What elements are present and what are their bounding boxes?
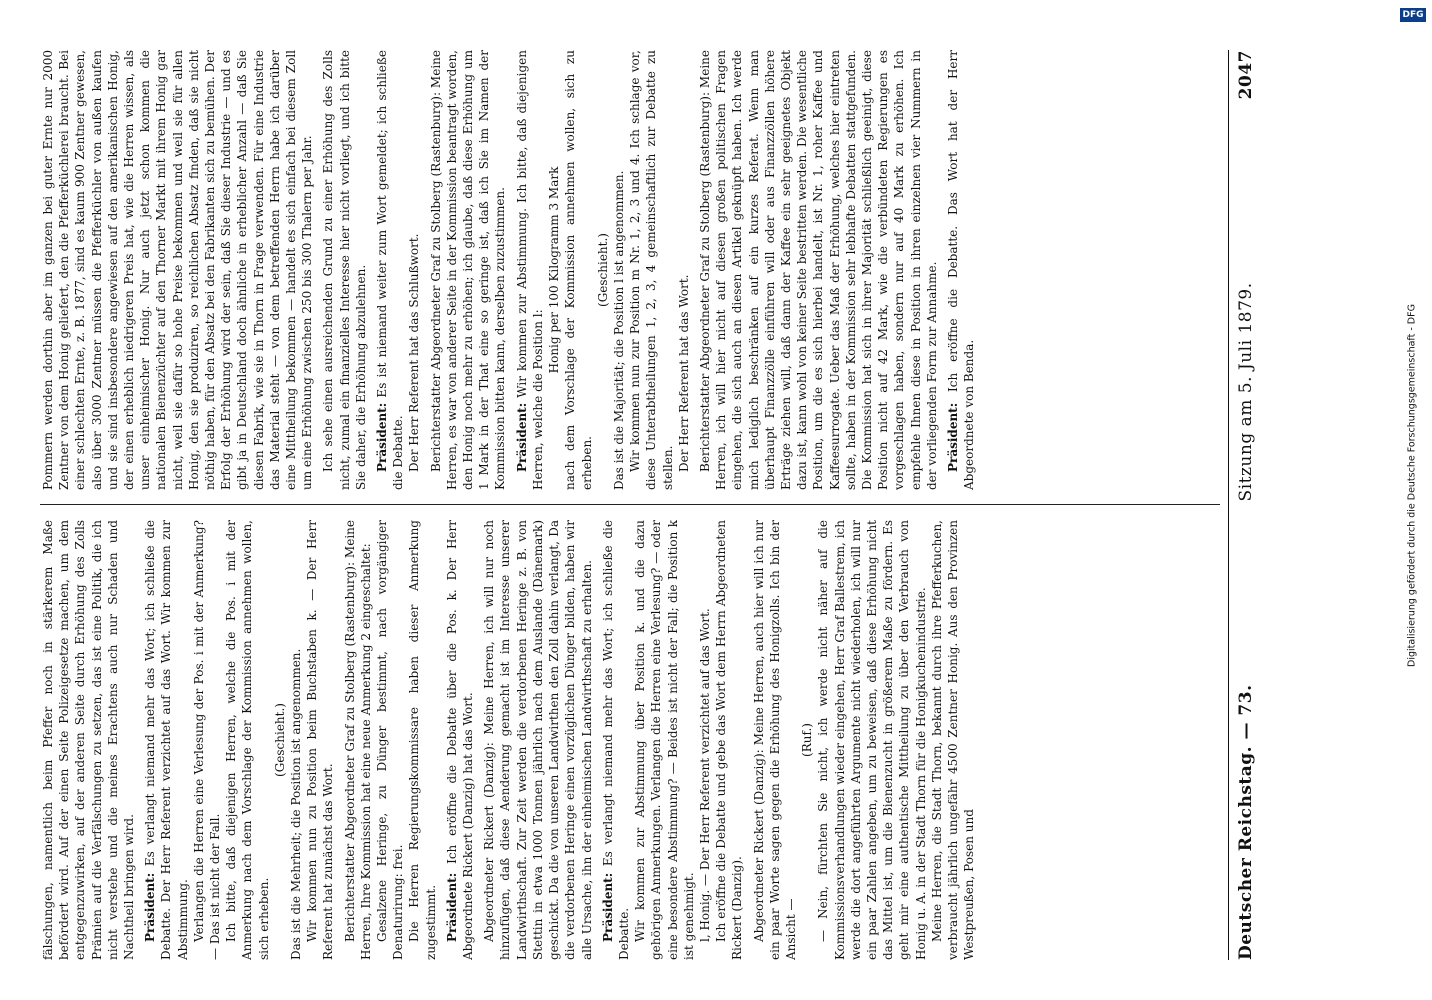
paragraph-text: Ich sehe einen ausreichenden Grund zu einer Erhöhung des Zolls nicht, zumal ein finanzielles Interesse hier nicht vorliegt, und ich bitte Sie daher, die Erhöhung abzulehnen. — [321, 50, 368, 490]
paragraph — [481, 520, 594, 960]
paragraph — [546, 50, 562, 490]
paragraph — [514, 50, 546, 490]
digitization-credit: Digitalisierung gefördert durch die Deutsche Forschungsgemeinschaft - DFG — [1406, 304, 1418, 667]
paragraph-text: Gesalzene Heringe, zu Dünger bestimmt, nach vorgängiger Denaturirung: frei. — [375, 520, 406, 960]
speaker-label: Präsident: — [600, 872, 615, 942]
paragraph — [611, 50, 627, 490]
paragraph-text: Wir kommen zur Abstimmung. Ich bitte, daß diejenigen Herren, welche die Position l: — [514, 50, 545, 490]
paragraph — [713, 520, 745, 960]
speaker-label: Präsident: — [143, 872, 158, 942]
paragraph — [697, 50, 940, 490]
paragraph-text: Es verlangt niemand mehr das Wort; ich schließe die Debatte. Der Herr Referent verzichtet auf das Wort. Wir kommen zur Abstimmung. — [143, 520, 190, 960]
paragraph-text: (Geschieht.) — [595, 233, 610, 307]
paragraph — [799, 520, 815, 960]
paragraph-text: Wir kommen zur Abstimmung über Position k. und die dazu gehörigen Anmerkungen. Verlangen die Herren eine Verlesung? — oder eine besondere Abstimmung? — Beides ist nicht der Fall; die Position k ist genehmigt. — [633, 520, 696, 960]
dfg-badge: DFG — [1400, 8, 1426, 22]
paragraph — [304, 520, 336, 960]
paragraph — [600, 520, 632, 960]
paragraph — [40, 50, 315, 490]
paragraph — [751, 520, 800, 960]
paragraph-text: Wir kommen nun zu Position beim Buchstaben k. — Der Herr Referent hat zunächst das Wort. — [305, 520, 336, 960]
paragraph — [272, 520, 288, 960]
paragraph-text: Der Herr Referent hat das Schlußwort. — [407, 233, 422, 472]
paragraph — [627, 50, 676, 490]
paragraph-text: Verlangen die Herren eine Verlesung der Pos. i mit der Anmerkung? — Das ist nicht der Fall. — [191, 520, 223, 960]
paragraph-text: Ich eröffne die Debatte und gebe das Wort dem Herrn Abgeordneten Rickert (Danzig). — [714, 520, 745, 960]
paragraph — [142, 520, 191, 960]
paragraph — [406, 520, 438, 960]
speaker-label: Präsident: — [514, 402, 529, 472]
text-column-left — [40, 520, 1220, 960]
paragraph — [676, 50, 692, 490]
paragraph — [632, 520, 697, 960]
paragraph-text: Wir kommen nun zur Position m Nr. 1, 2, 3 und 4. Ich schlage vor, diese Unterabtheilungen 1, 2, 3, 4 gemeinschaftlich zur Debatte zu stellen. — [628, 50, 675, 490]
paragraph — [406, 50, 422, 490]
paragraph-text: Berichterstatter Abgeordneter Graf zu Stolberg (Rastenburg): Meine Herren, ich will hier nicht auf diesen großen politischen Fragen eingehen, die sich auch an diesen Artikel geknüpft haben. Ich werde mich lediglich beschränken auf ein kurzes Referat. Wenn man überhaupt Finanzzölle einführen will oder aus Finanzzöllen höhere Erträge ziehen will, daß dann der Kaffee ein sehr geeignetes Objekt dazu ist, kann wohl von keiner Seite bestritten werden. Die wesentliche Position, um die es sich hierbei handelt, ist Nr. 1, roher Kaffee und Kaffeesurrogate. Ueber das Maß der Erhöhung, welches hier eintreten sollte, haben in der Kommission sehr lebhafte Debatten stattgefunden. Die Kommission hat sich in ihrer Majorität schließlich geeinigt, diese Position nicht auf 42 Mark, wie die verbündeten Regierungen es vorgeschlagen haben, sondern nur auf 40 Mark zu erhöhen. Ich empfehle Ihnen diese in Position in ihren einzelnen vier Nummern in der vorliegenden Form zur Annahme. — [697, 50, 939, 490]
journal-title: Deutscher Reichstag. — 73. — [1236, 684, 1256, 960]
paragraph-text: — Nein, fürchten Sie nicht, ich werde nicht näher auf die Kommissionsverhandlungen wieder eingehen, Herr Graf Ballestrem, ich werde die dort angeführten Argumente nicht wiederholen, ich will nur ein paar Zahlen angeben, um zu beweisen, daß diese Erhöhung nicht das Mittel ist, um die Bienenzucht in größerem Maße zu fördern. Es geht mir eine authentische Mittheilung zu über den Verbrauch von Honig u. A. in der Stadt Thorn für die Honigkuchenindustrie. — [816, 520, 928, 960]
column-divider — [40, 504, 1220, 505]
paragraph-text: Der Herr Referent hat das Wort. — [676, 274, 691, 472]
paragraph-text: Ich eröffne die Debatte. Das Wort hat der Herr Abgeordnete von Benda. — [945, 50, 977, 490]
paragraph — [320, 50, 369, 490]
paragraph — [223, 520, 272, 960]
paragraph — [562, 50, 594, 490]
paragraph-text: Es verlangt niemand mehr das Wort; ich schließe die Debatte. — [600, 520, 631, 960]
paragraph-text: Honig per 100 Kilogramm 3 Mark — [547, 166, 562, 374]
paragraph-text: Die Herren Regierungskommissare haben dieser Anmerkung zugestimmt. — [407, 520, 438, 960]
paragraph-text: (Geschieht.) — [272, 703, 287, 777]
paragraph — [815, 520, 928, 960]
text-column-right — [40, 50, 1220, 490]
paragraph-text: Pommern werden dorthin aber im ganzen bei guter Ernte nur 2000 Zentner von dem Honig geliefert, den die Pfefferküchlerei braucht. Bei einer schlechten Ernte, z. B. 1877, sind es kaum 900 Zentner gewesen, also über 3000 Zentner müssen die Pfefferküchler von außen kaufen und sie sind insbesondere angewiesen auf den amerikanischen Honig, der einen erheblich niedrigeren Preis hat, wie die Herren wissen, als unser einheimischer Honig. Nur auch jetzt schon kommen die nationalen Bienenzüchter auf den Thorner Markt mit ihrem Honig gar nicht, weil sie dafür so hohe Preise bekommen und weil sie für allen Honig, den sie produziren, so reichlichen Absatz finden, daß sie nicht nöthig haben, für den Absatz bei den Fabrikanten sich zu bemühen. Der Erfolg der Erhöhung wird der sein, daß Sie dieser Industrie — und es gibt ja in Deutschland doch ähnliche in erheblicher Anzahl — daß Sie diesen Fabrik, wie sie in Thorn in Frage verwenden. Für eine Industrie das Material steht — von dem betreffenden Herrn habe ich darüber eine Mittheilung bekommen — handelt es sich einfach bei diesem Zoll um eine Erhöhung zwischen 250 bis 300 Thalern per Jahr. — [41, 50, 315, 490]
paragraph-text: Meine Herren, die Stadt Thorn, bekannt durch ihre Pfefferkuchen, verbraucht jährlich ungefähr 4500 Zentner Honig. Aus den Provinzen Westpreußen, Posen und — [929, 520, 977, 960]
speaker-label: Präsident: — [444, 872, 459, 942]
speaker-label: Präsident: — [375, 402, 390, 472]
paragraph-text: (Ruf.) — [800, 723, 815, 757]
paragraph-text: fälschungen, namentlich beim Pfeffer noch in stärkerem Maße befördert wird. Auf der einen Seite Polizeigesetze machen, um dem entgegenzuwirken, auf der anderen Seite durch Erhöhung des Zolls Prämien auf die Verfälschungen zu setzen, das ist eine Politik, die ich nicht verstehe und die meines Erachtens auch nur Schaden und Nachtheil bringen wird. — [41, 520, 137, 960]
paragraph — [929, 520, 978, 960]
paragraph-text: Das ist die Majorität; die Position l ist angenommen. — [611, 170, 626, 490]
paragraph-text: Ich eröffne die Debatte über die Pos. k. Der Herr Abgeordnete Rickert (Danzig) hat das Wort. — [444, 520, 476, 960]
paragraph-text: Berichterstatter Abgeordneter Graf zu Stolberg (Rastenburg): Meine Herren, es war von anderer Seite in der Kommission beantragt worden, den Honig noch mehr zu erhöhen; ich glaube, daß diese Erhöhung um 1 Mark in der That eine so geringe ist, daß ich Sie im Namen der Kommission bitten kann, derselben zuzustimmen. — [428, 50, 508, 490]
paragraph — [428, 50, 509, 490]
paragraph — [697, 520, 713, 960]
session-date: Sitzung am 5. Juli 1879. — [1236, 282, 1256, 502]
paragraph-text: l, Honig. — Der Herr Referent verzichtet auf das Wort. — [697, 608, 712, 942]
speaker-label: Präsident: — [945, 402, 960, 472]
paragraph-text: nach dem Vorschlage der Kommission annehmen wollen, sich zu erheben. — [563, 50, 594, 490]
paragraph-text: Abgeordneter Rickert (Danzig): Meine Herren, auch hier will ich nur ein paar Worte sagen gegen die Erhöhung des Honigzolls. Ich bin der Ansicht — — [751, 520, 798, 960]
paragraph-text: Berichterstatter Abgeordneter Graf zu Stolberg (Rastenburg): Meine Herren, Ihre Kommission hat eine neue Anmerkung 2 eingeschaltet: — [342, 520, 373, 960]
paragraph — [374, 520, 406, 960]
paragraph-text: Das ist die Mehrheit; die Position ist angenommen. — [289, 648, 304, 960]
paragraph-text: Es ist niemand weiter zum Wort gemeldet; ich schließe die Debatte. — [375, 50, 406, 490]
paragraph — [342, 520, 374, 960]
paragraph — [374, 50, 406, 490]
paragraph — [288, 520, 304, 960]
paragraph-text: Abgeordneter Rickert (Danzig): Meine Herren, ich will nur noch hinzufügen, daß diese Aenderung gemacht ist im Interesse unserer Landwirthschaft. Zur Zeit werden die verdorbenen Heringe z. B. von Stettin in etwa 1000 Tonnen jährlich nach dem Auslande (Dänemark) geschickt. Da die von unseren Landwirthen den Zoll dahin verlangt, Da die verdorbenen Heringe einen vorzüglichen Dünger bilden, haben wir alle Ursache, ihn der einheimischen Landwirthschaft zu erhalten. — [482, 520, 594, 960]
page-header — [1228, 50, 1263, 960]
paragraph — [444, 520, 476, 960]
paragraph — [595, 50, 611, 490]
digitization-footer — [1392, 0, 1432, 1000]
paragraph — [945, 50, 977, 490]
paragraph-text: Ich bitte, daß diejenigen Herren, welche die Pos. i mit der Anmerkung nach dem Vorschlage der Kommission annehmen wollen, sich erheben. — [224, 520, 271, 960]
paragraph — [40, 520, 137, 960]
page-number: 2047 — [1236, 50, 1256, 100]
paragraph — [191, 520, 223, 960]
